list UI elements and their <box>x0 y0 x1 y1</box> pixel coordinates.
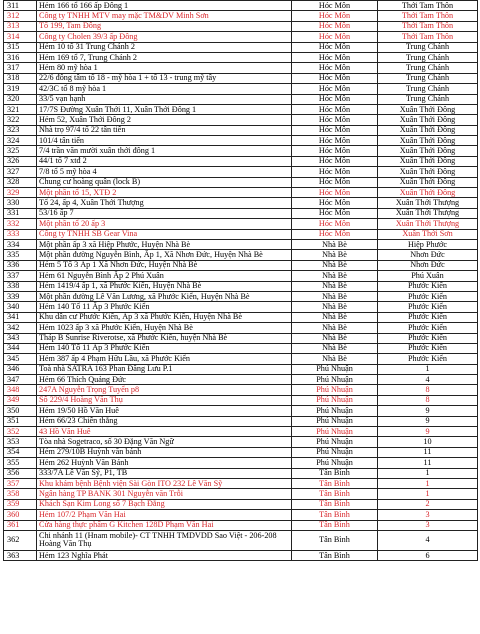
address-cell: Hẻm 279/10B Huỳnh văn bánh <box>37 447 292 457</box>
district-cell: Nhà Bè <box>292 333 378 343</box>
row-number-cell: 343 <box>4 333 37 343</box>
ward-cell: Trung Chánh <box>378 63 478 73</box>
table-row <box>4 115 478 125</box>
district-cell: Nhà Bè <box>292 354 378 364</box>
district-cell: Nhà Bè <box>292 323 378 333</box>
ward-cell: Phước Kiển <box>378 343 478 353</box>
address-cell: Ngân hàng TP BANK 301 Nguyễn văn Trỗi <box>37 489 292 499</box>
row-number-cell: 342 <box>4 323 37 333</box>
address-cell: 7/4 trần văn mười xuân thới đông 1 <box>37 146 292 156</box>
row-number-cell: 331 <box>4 208 37 218</box>
district-cell: Tân Bình <box>292 510 378 520</box>
district-cell: Tân Bình <box>292 489 378 499</box>
address-cell: Hẻm 262 Huỳnh Văn Bánh <box>37 458 292 468</box>
ward-cell: 11 <box>378 447 478 457</box>
row-number-cell: 326 <box>4 156 37 166</box>
row-number-cell: 323 <box>4 125 37 135</box>
district-cell: Nhà Bè <box>292 250 378 260</box>
district-cell: Hóc Môn <box>292 125 378 135</box>
row-number-cell: 318 <box>4 73 37 83</box>
district-cell: Hóc Môn <box>292 32 378 42</box>
address-cell: Toà nhà SATRA 163 Phan Đăng Lưu P.1 <box>37 364 292 374</box>
ward-cell: Xuân Thới Thượng <box>378 219 478 229</box>
row-number-cell: 335 <box>4 250 37 260</box>
row-number-cell: 344 <box>4 343 37 353</box>
address-cell: Khu dân cư Phước Kiển, Ấp 3 xã Phước Kiển, Huyện Nhà Bè <box>37 312 292 322</box>
ward-cell: Nhơn Đức <box>378 260 478 270</box>
district-cell: Tân Bình <box>292 520 378 530</box>
district-cell: Nhà Bè <box>292 302 378 312</box>
district-cell: Hóc Môn <box>292 146 378 156</box>
address-cell: Công ty Cholen 39/3 ấp Đông <box>37 32 292 42</box>
table-row <box>4 177 478 187</box>
address-cell: 7/8 tổ 5 mỹ hòa 4 <box>37 167 292 177</box>
row-number-cell: 348 <box>4 385 37 395</box>
row-number-cell: 314 <box>4 32 37 42</box>
row-number-cell: 332 <box>4 219 37 229</box>
row-number-cell: 333 <box>4 229 37 239</box>
district-cell: Hóc Môn <box>292 156 378 166</box>
address-cell: 44/1 tổ 7 xtđ 2 <box>37 156 292 166</box>
row-number-cell: 350 <box>4 406 37 416</box>
address-cell: 333/7A Lê Văn Sỹ, P1, TB <box>37 468 292 478</box>
district-cell: Hóc Môn <box>292 21 378 31</box>
ward-cell: 1 <box>378 468 478 478</box>
address-cell: Hẻm 1023 ấp 3 xã Phước Kiển, Huyện Nhà Bè <box>37 323 292 333</box>
address-cell: Hẻm 66 Thích Quảng Đức <box>37 375 292 385</box>
table-row <box>4 333 478 343</box>
table-row <box>4 1 478 11</box>
row-number-cell: 312 <box>4 11 37 21</box>
table-row <box>4 239 478 249</box>
address-cell: Công ty TNHH SB Gear Vina <box>37 229 292 239</box>
ward-cell: 1 <box>378 478 478 488</box>
address-cell: Chi nhánh 11 (Hnam mobile)- CT TNHH TMDVDD Sao Việt - 206-208 Hoàng Văn Thụ <box>37 530 292 550</box>
address-cell: Tòa nhà Sogetraco, số 30 Đặng Văn Ngữ <box>37 437 292 447</box>
address-cell: 53/16 ấp 7 <box>37 208 292 218</box>
district-cell: Tân Bình <box>292 478 378 488</box>
district-cell: Phú Nhuận <box>292 427 378 437</box>
table-row <box>4 146 478 156</box>
table-row <box>4 416 478 426</box>
row-number-cell: 352 <box>4 427 37 437</box>
row-number-cell: 321 <box>4 104 37 114</box>
address-cell: Hẻm 19/50 Hồ Văn Huê <box>37 406 292 416</box>
address-cell: Hẻm 10 tổ 31 Trung Chánh 2 <box>37 42 292 52</box>
address-cell: 101/4 tân tiến <box>37 136 292 146</box>
table-row <box>4 167 478 177</box>
district-cell: Nhà Bè <box>292 291 378 301</box>
table-row <box>4 32 478 42</box>
district-cell: Phú Nhuận <box>292 406 378 416</box>
address-cell: Chung cư hoàng quân (lock B) <box>37 177 292 187</box>
table-row <box>4 21 478 31</box>
ward-cell: Phú Xuân <box>378 271 478 281</box>
table-row <box>4 281 478 291</box>
row-number-cell: 311 <box>4 1 37 11</box>
district-cell: Hóc Môn <box>292 177 378 187</box>
ward-cell: Trung Chánh <box>378 73 478 83</box>
ward-cell: 9 <box>378 406 478 416</box>
table-row <box>4 63 478 73</box>
address-cell: 22/6 đông tâm tổ 18 - mỹ hòa 1 + tổ 13 - trung mỹ tây <box>37 73 292 83</box>
ward-cell: Xuân Thới Đông <box>378 104 478 114</box>
address-cell: 33/5 vạn hạnh <box>37 94 292 104</box>
address-cell: Một phần đường Nguyễn Bình, Ấp 1, Xã Nhơn Đức, Huyện Nhà Bè <box>37 250 292 260</box>
district-cell: Phú Nhuận <box>292 416 378 426</box>
address-cell: Hẻm 166 tổ 166 ấp Đông 1 <box>37 1 292 11</box>
ward-cell: 11 <box>378 458 478 468</box>
ward-cell: Phước Kiển <box>378 302 478 312</box>
table-row <box>4 323 478 333</box>
ward-cell: 6 <box>378 550 478 560</box>
district-cell: Nhà Bè <box>292 312 378 322</box>
address-cell: Tổ 199, Tam Đông <box>37 21 292 31</box>
ward-cell: Xuân Thới Sơn <box>378 229 478 239</box>
ward-cell: Phước Kiển <box>378 354 478 364</box>
row-number-cell: 354 <box>4 447 37 457</box>
address-cell: Hẻm 66/23 Chiến thắng <box>37 416 292 426</box>
row-number-cell: 346 <box>4 364 37 374</box>
table-row <box>4 364 478 374</box>
district-cell: Tân Bình <box>292 468 378 478</box>
address-cell: Hẻm 61 Nguyễn Bình Ấp 2 Phú Xuân <box>37 271 292 281</box>
row-number-cell: 340 <box>4 302 37 312</box>
table-row <box>4 73 478 83</box>
address-cell: Hẻm 5 Tổ 3 Ấp 1 Xã Nhơn Đức, Huyện Nhà Bè <box>37 260 292 270</box>
ward-cell: 1 <box>378 364 478 374</box>
table-row <box>4 406 478 416</box>
row-number-cell: 319 <box>4 84 37 94</box>
district-cell: Hóc Môn <box>292 208 378 218</box>
table-row <box>4 510 478 520</box>
table-row <box>4 188 478 198</box>
row-number-cell: 336 <box>4 260 37 270</box>
address-cell: 42/3C tổ 8 mỹ hòa 1 <box>37 84 292 94</box>
ward-cell: Phước Kiển <box>378 323 478 333</box>
table-row <box>4 229 478 239</box>
ward-cell: Hiệp Phước <box>378 239 478 249</box>
address-cell: Một phần ấp 3 xã Hiệp Phước, Huyện Nhà Bè <box>37 239 292 249</box>
table-row <box>4 291 478 301</box>
row-number-cell: 338 <box>4 281 37 291</box>
district-cell: Phú Nhuận <box>292 437 378 447</box>
ward-cell: Xuân Thới Đông <box>378 136 478 146</box>
row-number-cell: 341 <box>4 312 37 322</box>
district-cell: Phú Nhuận <box>292 385 378 395</box>
table-row <box>4 302 478 312</box>
district-cell: Phú Nhuận <box>292 364 378 374</box>
table-row <box>4 530 478 550</box>
table-row <box>4 427 478 437</box>
ward-cell: Nhơn Đức <box>378 250 478 260</box>
location-table <box>3 0 478 561</box>
district-cell: Hóc Môn <box>292 52 378 62</box>
row-number-cell: 353 <box>4 437 37 447</box>
address-cell: Hẻm 169 tổ 7, Trung Chánh 2 <box>37 52 292 62</box>
row-number-cell: 345 <box>4 354 37 364</box>
table-row <box>4 437 478 447</box>
row-number-cell: 315 <box>4 42 37 52</box>
row-number-cell: 361 <box>4 520 37 530</box>
ward-cell: 9 <box>378 427 478 437</box>
table-row <box>4 468 478 478</box>
row-number-cell: 360 <box>4 510 37 520</box>
row-number-cell: 320 <box>4 94 37 104</box>
address-cell: Tháp B Sunrise Riverotse, xã Phước Kiển, huyện Nhà Bè <box>37 333 292 343</box>
district-cell: Hóc Môn <box>292 11 378 21</box>
ward-cell: Xuân Thới Đông <box>378 167 478 177</box>
row-number-cell: 363 <box>4 550 37 560</box>
district-cell: Tân Bình <box>292 499 378 509</box>
address-cell: 247A Nguyễn Trọng Tuyển p8 <box>37 385 292 395</box>
address-cell: 17/7S Đường Xuân Thới 11, Xuân Thới Đông 1 <box>37 104 292 114</box>
district-cell: Hóc Môn <box>292 136 378 146</box>
district-cell: Hóc Môn <box>292 198 378 208</box>
row-number-cell: 355 <box>4 458 37 468</box>
address-cell: Tổ 24, ấp 4, Xuân Thới Thượng <box>37 198 292 208</box>
row-number-cell: 317 <box>4 63 37 73</box>
district-cell: Phú Nhuận <box>292 395 378 405</box>
row-number-cell: 339 <box>4 291 37 301</box>
table-row <box>4 375 478 385</box>
row-number-cell: 327 <box>4 167 37 177</box>
district-cell: Tân Bình <box>292 550 378 560</box>
ward-cell: Xuân Thới Thượng <box>378 208 478 218</box>
district-cell: Nhà Bè <box>292 281 378 291</box>
address-cell: Hẻm 52, Xuân Thới Đông 2 <box>37 115 292 125</box>
location-table-body <box>4 1 478 561</box>
district-cell: Nhà Bè <box>292 271 378 281</box>
ward-cell: Thới Tam Thôn <box>378 21 478 31</box>
row-number-cell: 328 <box>4 177 37 187</box>
address-cell: Hẻm 107/2 Phạm Văn Hai <box>37 510 292 520</box>
district-cell: Hóc Môn <box>292 104 378 114</box>
table-row <box>4 312 478 322</box>
ward-cell: Phước Kiển <box>378 312 478 322</box>
row-number-cell: 337 <box>4 271 37 281</box>
ward-cell: Trung Chánh <box>378 84 478 94</box>
address-cell: 43 Hồ Văn Huê <box>37 427 292 437</box>
address-cell: Khu khám bệnh Bệnh viện Sài Gòn ITO 232 Lê Văn Sỹ <box>37 478 292 488</box>
table-row <box>4 260 478 270</box>
table-row <box>4 489 478 499</box>
district-cell: Hóc Môn <box>292 42 378 52</box>
ward-cell: Phước Kiển <box>378 291 478 301</box>
table-row <box>4 136 478 146</box>
row-number-cell: 316 <box>4 52 37 62</box>
table-row <box>4 250 478 260</box>
ward-cell: Xuân Thới Đông <box>378 125 478 135</box>
address-cell: Một phần tổ 15, XTĐ 2 <box>37 188 292 198</box>
ward-cell: 10 <box>378 437 478 447</box>
table-row <box>4 385 478 395</box>
district-cell: Hóc Môn <box>292 73 378 83</box>
table-row <box>4 198 478 208</box>
row-number-cell: 349 <box>4 395 37 405</box>
ward-cell: Trung Chánh <box>378 42 478 52</box>
row-number-cell: 313 <box>4 21 37 31</box>
ward-cell: Xuân Thới Đông <box>378 177 478 187</box>
row-number-cell: 325 <box>4 146 37 156</box>
address-cell: Hẻm 140 Tổ 11 Ấp 3 Phước Kiển <box>37 302 292 312</box>
ward-cell: Phước Kiển <box>378 333 478 343</box>
address-cell: Một phần tổ 20 ấp 3 <box>37 219 292 229</box>
ward-cell: 1 <box>378 489 478 499</box>
district-cell: Hóc Môn <box>292 229 378 239</box>
row-number-cell: 356 <box>4 468 37 478</box>
table-row <box>4 550 478 560</box>
ward-cell: 4 <box>378 375 478 385</box>
ward-cell: 8 <box>378 385 478 395</box>
ward-cell: Phước Kiển <box>378 281 478 291</box>
row-number-cell: 351 <box>4 416 37 426</box>
ward-cell: 8 <box>378 395 478 405</box>
row-number-cell: 362 <box>4 530 37 550</box>
address-cell: Hẻm 123 Nghĩa Phát <box>37 550 292 560</box>
district-cell: Hóc Môn <box>292 167 378 177</box>
row-number-cell: 324 <box>4 136 37 146</box>
table-row <box>4 156 478 166</box>
row-number-cell: 358 <box>4 489 37 499</box>
table-row <box>4 447 478 457</box>
ward-cell: 2 <box>378 499 478 509</box>
district-cell: Phú Nhuận <box>292 375 378 385</box>
district-cell: Hóc Môn <box>292 219 378 229</box>
table-row <box>4 271 478 281</box>
table-row <box>4 499 478 509</box>
district-cell: Hóc Môn <box>292 94 378 104</box>
address-cell: Một phần đường Lê Văn Lương, xã Phước Kiển, Huyện Nhà Bè <box>37 291 292 301</box>
district-cell: Phú Nhuận <box>292 447 378 457</box>
row-number-cell: 347 <box>4 375 37 385</box>
table-row <box>4 208 478 218</box>
address-cell: Số 229/4 Hoàng Văn Thụ <box>37 395 292 405</box>
address-cell: Khách Sạn Kim Long số 7 Bạch Đằng <box>37 499 292 509</box>
ward-cell: Trung Chánh <box>378 94 478 104</box>
row-number-cell: 322 <box>4 115 37 125</box>
address-cell: Nhà trọ 97/4 tổ 22 tân tiến <box>37 125 292 135</box>
ward-cell: Xuân Thới Đông <box>378 188 478 198</box>
ward-cell: 4 <box>378 530 478 550</box>
ward-cell: Xuân Thới Thượng <box>378 198 478 208</box>
district-cell: Nhà Bè <box>292 260 378 270</box>
address-cell: Công ty TNHH MTV may mặc TM&DV Minh Sơn <box>37 11 292 21</box>
table-row <box>4 458 478 468</box>
table-row <box>4 125 478 135</box>
row-number-cell: 359 <box>4 499 37 509</box>
district-cell: Hóc Môn <box>292 115 378 125</box>
ward-cell: Trung Chánh <box>378 52 478 62</box>
ward-cell: Thới Tam Thôn <box>378 11 478 21</box>
row-number-cell: 357 <box>4 478 37 488</box>
table-row <box>4 478 478 488</box>
ward-cell: Xuân Thới Đông <box>378 146 478 156</box>
table-row <box>4 343 478 353</box>
address-cell: Hẻm 140 Tổ 11 Ấp 3 Phước Kiển <box>37 343 292 353</box>
row-number-cell: 330 <box>4 198 37 208</box>
address-cell: Hẻm 80 mỹ hòa 1 <box>37 63 292 73</box>
table-row <box>4 94 478 104</box>
district-cell: Phú Nhuận <box>292 458 378 468</box>
district-cell: Hóc Môn <box>292 84 378 94</box>
table-row <box>4 52 478 62</box>
district-cell: Hóc Môn <box>292 63 378 73</box>
table-row <box>4 219 478 229</box>
ward-cell: Xuân Thới Đông <box>378 115 478 125</box>
address-cell: Hẻm 1419/4 ấp 1, xã Phước Kiển, Huyện Nhà Bè <box>37 281 292 291</box>
table-row <box>4 354 478 364</box>
ward-cell: Thới Tam Thôn <box>378 32 478 42</box>
ward-cell: 9 <box>378 416 478 426</box>
table-row <box>4 395 478 405</box>
table-row <box>4 42 478 52</box>
ward-cell: 3 <box>378 510 478 520</box>
address-cell: Cửa hàng thực phẩm G Kitchen 128D Phạm Văn Hai <box>37 520 292 530</box>
district-cell: Hóc Môn <box>292 1 378 11</box>
table-row <box>4 104 478 114</box>
row-number-cell: 329 <box>4 188 37 198</box>
row-number-cell: 334 <box>4 239 37 249</box>
ward-cell: Xuân Thới Đông <box>378 156 478 166</box>
ward-cell: 3 <box>378 520 478 530</box>
district-cell: Hóc Môn <box>292 188 378 198</box>
district-cell: Nhà Bè <box>292 239 378 249</box>
table-row <box>4 84 478 94</box>
ward-cell: Thới Tam Thôn <box>378 1 478 11</box>
district-cell: Tân Bình <box>292 530 378 550</box>
address-cell: Hẻm 387 ấp 4 Phạm Hữu Lầu, xã Phước Kiển <box>37 354 292 364</box>
district-cell: Nhà Bè <box>292 343 378 353</box>
table-row <box>4 11 478 21</box>
table-row <box>4 520 478 530</box>
